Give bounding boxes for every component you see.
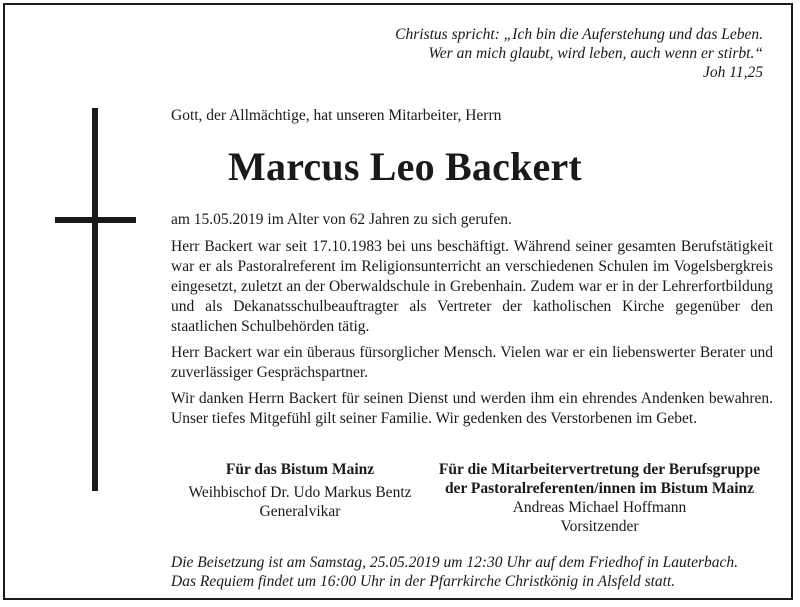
- signature-org-line-1: Für die Mitarbeitervertretung der Berufsgruppe: [438, 461, 761, 478]
- paragraph-career: Herr Backert war seit 17.10.1983 bei uns beschäftigt. Während seiner gesamten Berufstätigkeit war er als Pastoralreferent im Religionsunterricht an verschiedenen Schulen im Vogelsbergkreis eingesetzt, zuletzt an der Oberwaldschule in Grebenhain. Zudem war er in der Lehrerfortbildung und als Dekanatsschulbeauftragter als Vertreter der katholischen Kirche gegenüber den staatlichen Schulbehörden tätig.: [171, 238, 773, 335]
- signature-staff-council: [422, 460, 777, 536]
- quote-line-2: Wer an mich glaubt, wird leben, auch wenn er stirbt.“: [428, 45, 763, 62]
- paragraph-thanks: Wir danken Herrn Backert für seinen Dienst und werden ihm ein ehrendes Andenken bewahren. Unser tiefes Mitgefühl gilt seiner Familie. Wir gedenken des Verstorbenen im Gebet.: [171, 390, 773, 427]
- signature-org-line-2: der Pastoralreferenten/innen im Bistum Mainz: [444, 480, 755, 497]
- paragraph-character: Herr Backert war ein überaus fürsorglicher Mensch. Vielen war er ein liebenswerter Berater und zuverlässiger Gesprächspartner.: [171, 344, 773, 381]
- paragraph-date: am 15.05.2019 im Alter von 62 Jahren zu sich gerufen.: [171, 211, 512, 228]
- deceased-name: Marcus Leo Backert: [228, 144, 582, 189]
- quote-reference: Joh 11,25: [703, 64, 763, 81]
- obituary-body: [171, 210, 773, 435]
- bible-quote: [395, 25, 763, 82]
- signature-name: Weihbischof Dr. Udo Markus Bentz: [188, 484, 412, 501]
- signature-role: Generalvikar: [259, 503, 341, 520]
- signature-diocese: [165, 460, 435, 521]
- funeral-burial: Die Beisetzung ist am Samstag, 25.05.2019 um 12:30 Uhr auf dem Friedhof in Lauterbach.: [171, 554, 739, 571]
- intro-text: Gott, der Allmächtige, hat unseren Mitarbeiter, Herrn: [171, 107, 502, 124]
- cross-horizontal-bar: [55, 217, 136, 223]
- quote-line-1: Christus spricht: „Ich bin die Auferstehung und das Leben.: [395, 26, 763, 43]
- signature-org: Für das Bistum Mainz: [225, 461, 375, 478]
- funeral-info: [171, 553, 738, 591]
- signature-name: Andreas Michael Hoffmann: [512, 499, 687, 516]
- signature-role: Vorsitzender: [560, 518, 639, 535]
- funeral-requiem: Das Requiem findet um 16:00 Uhr in der Pfarrkirche Christkönig in Alsfeld statt.: [171, 573, 676, 590]
- obituary-frame: [3, 3, 793, 600]
